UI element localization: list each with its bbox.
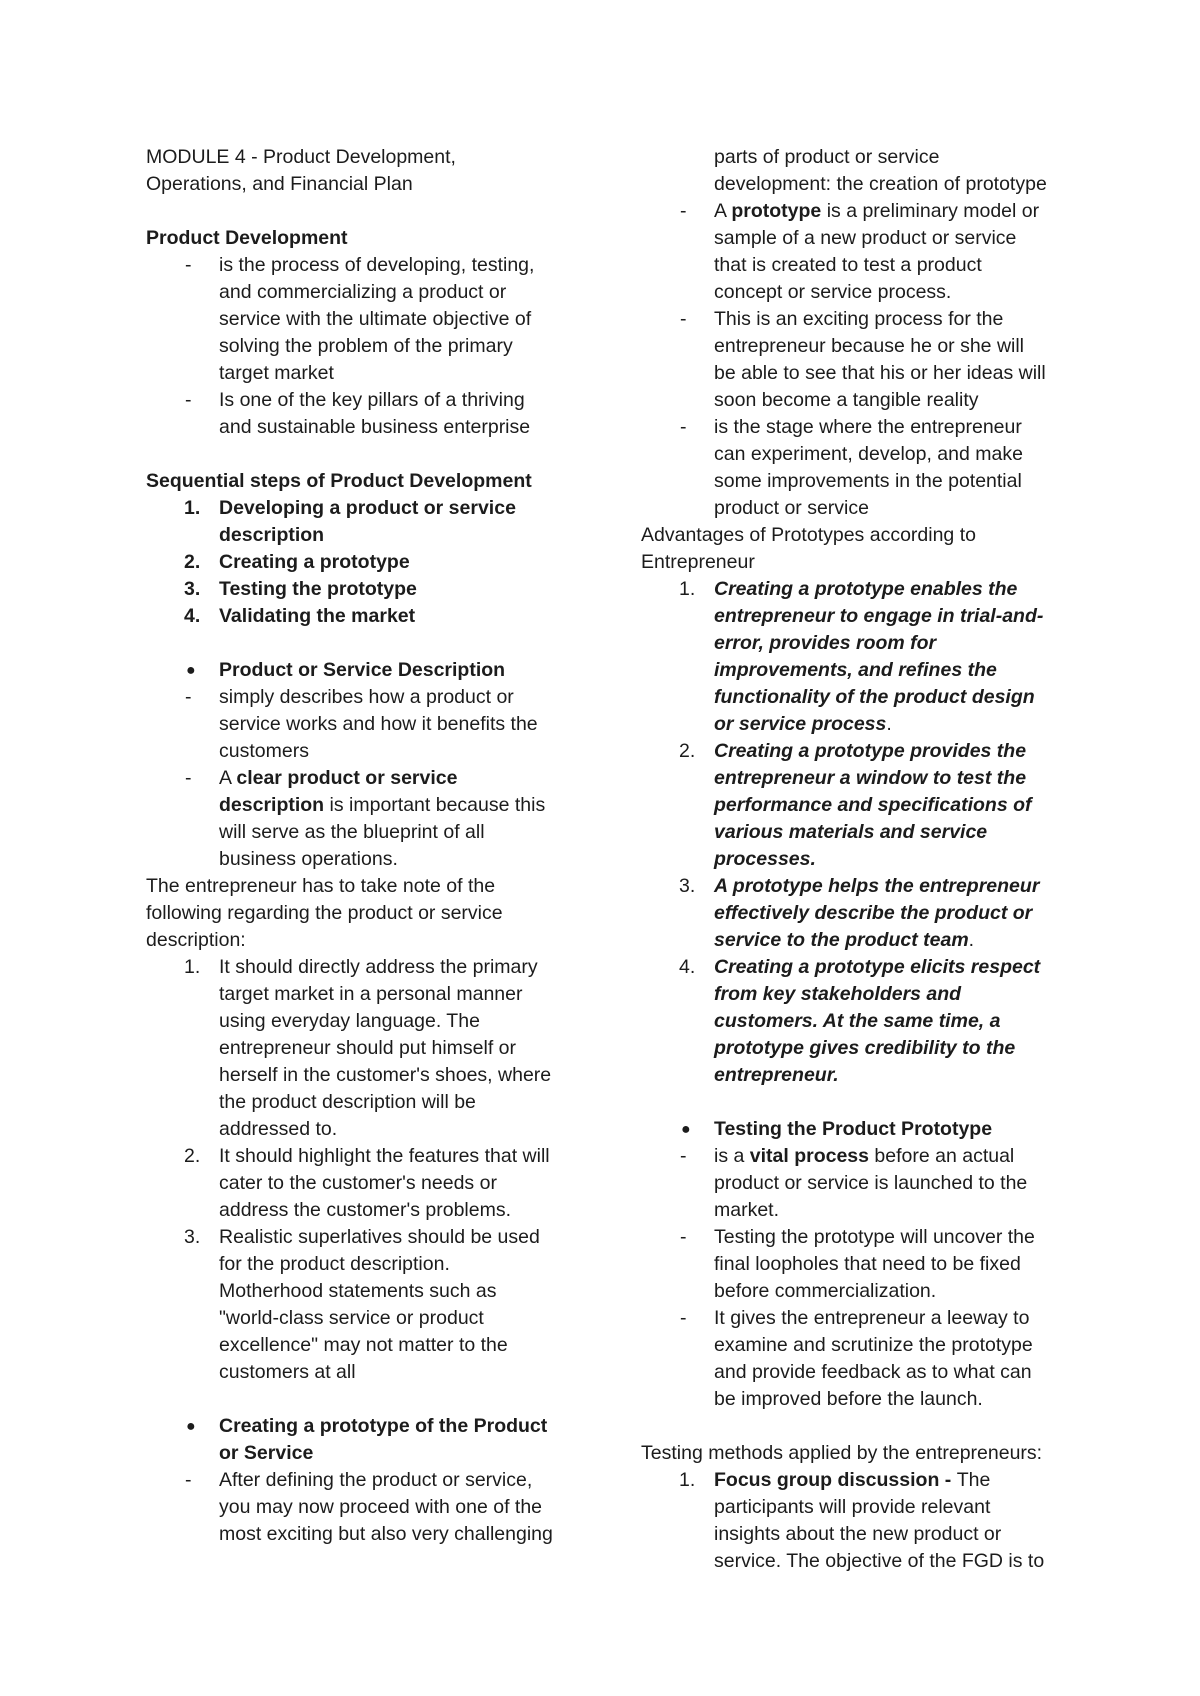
list-item: 1. Creating a prototype enables the entrepreneur to engage in trial-and- error, provides room for improvements, and refines the functionality of the product design or service process.: [679, 578, 1044, 735]
sequential-steps-heading: Sequential steps of Product Development: [146, 470, 532, 492]
dash-marker: -: [185, 686, 192, 708]
list-item: - Testing the prototype will uncover the final loopholes that need to be fixed before commercialization.: [680, 1226, 1035, 1302]
list-number: 1.: [679, 578, 696, 600]
section-heading: ● Testing the Product Prototype: [641, 1116, 1071, 1143]
list-item-continued: parts of product or service development: the creation of prototype: [714, 146, 1047, 195]
bullet-icon: ●: [186, 662, 196, 679]
dash-marker: -: [680, 308, 687, 330]
list-number: 2.: [184, 551, 201, 573]
right-column: [641, 144, 1071, 1575]
list-item: - This is an exciting process for the entrepreneur because he or she will be able to see that his or her ideas will soon become a tangible reality: [680, 308, 1046, 411]
dash-marker: -: [680, 200, 687, 222]
dash-marker: -: [680, 416, 687, 438]
list-number: 2.: [184, 1145, 201, 1167]
title-line: MODULE 4 - Product Development,: [146, 146, 456, 168]
list-number: 4.: [184, 605, 201, 627]
list-item: 2. Creating a prototype: [146, 549, 576, 576]
list-number: 1.: [184, 497, 201, 519]
list-item: - simply describes how a product or service works and how it benefits the customers: [185, 686, 538, 762]
dash-marker: -: [185, 1469, 192, 1491]
dash-marker: -: [680, 1226, 687, 1248]
list-number: 3.: [184, 578, 201, 600]
dash-marker: -: [185, 254, 192, 276]
list-item: 1. Focus group discussion - The participants will provide relevant insights about the new product or service. The objective of the FGD is to: [679, 1469, 1045, 1572]
list-number: 3.: [184, 1226, 201, 1248]
list-number: 3.: [679, 875, 696, 897]
list-number: 1.: [679, 1469, 696, 1491]
module-title: [146, 144, 576, 198]
list-item: - is the stage where the entrepreneur can experiment, develop, and make some improvements in the potential product or service: [680, 416, 1023, 519]
dash-marker: -: [680, 1145, 687, 1167]
list-item: - is the process of developing, testing, and commercializing a product or service with the ultimate objective of solving the problem of the primary target market: [185, 254, 535, 384]
list-item: - is a vital process before an actual product or service is launched to the market.: [680, 1145, 1028, 1221]
list-item: - A prototype is a preliminary model or sample of a new product or service that is created to test a product concept or service process.: [680, 200, 1040, 303]
list-item: 3. Testing the prototype: [146, 576, 576, 603]
advantages-heading: Advantages of Prototypes according to Entrepreneur: [641, 524, 976, 573]
note-paragraph: The entrepreneur has to take note of the following regarding the product or service description:: [146, 875, 503, 951]
dash-marker: -: [185, 767, 192, 789]
list-item: 3. A prototype helps the entrepreneur effectively describe the product or service to the product team.: [679, 875, 1040, 951]
bullet-icon: ●: [186, 1418, 196, 1435]
product-development-heading: Product Development: [146, 227, 348, 249]
dash-marker: -: [185, 389, 192, 411]
list-number: 4.: [679, 956, 696, 978]
dash-marker: -: [680, 1307, 687, 1329]
list-item: 3. Realistic superlatives should be used for the product description. Motherhood statements such as "world-class service or product excellence" may not matter to the customers at all: [184, 1226, 540, 1383]
title-line: Operations, and Financial Plan: [146, 173, 413, 195]
list-item: 2. It should highlight the features that will cater to the customer's needs or address the customer's problems.: [184, 1145, 550, 1221]
section-heading: ● Product or Service Description: [146, 657, 576, 684]
list-number: 1.: [184, 956, 201, 978]
list-item: - Is one of the key pillars of a thriving and sustainable business enterprise: [185, 389, 531, 438]
bullet-icon: ●: [681, 1121, 691, 1138]
list-item: 4. Creating a prototype elicits respect from key stakeholders and customers. At the same time, a prototype gives credibility to the entrepreneur.: [679, 956, 1041, 1086]
list-item: - It gives the entrepreneur a leeway to examine and scrutinize the prototype and provide feedback as to what can be improved before the launch.: [680, 1307, 1033, 1410]
list-item: 1. It should directly address the primary target market in a personal manner using everyday language. The entrepreneur should put himself or herself in the customer's shoes, where the product description will be addressed to.: [184, 956, 552, 1140]
testing-methods-heading: Testing methods applied by the entrepreneurs:: [641, 1442, 1043, 1464]
list-item: 2. Creating a prototype provides the entrepreneur a window to test the performance and specifications of various materials and service processes.: [679, 740, 1032, 870]
list-item: - A clear product or service description is important because this will serve as the blueprint of all business operations.: [185, 767, 546, 870]
list-number: 2.: [679, 740, 696, 762]
section-heading: ● Creating a prototype of the Product or Service: [186, 1415, 548, 1464]
list-item: 1. Developing a product or service description: [184, 497, 516, 546]
list-item: - After defining the product or service, you may now proceed with one of the most exciting but also very challenging: [185, 1469, 553, 1545]
left-column: [146, 144, 576, 1548]
list-item: 4. Validating the market: [146, 603, 576, 630]
